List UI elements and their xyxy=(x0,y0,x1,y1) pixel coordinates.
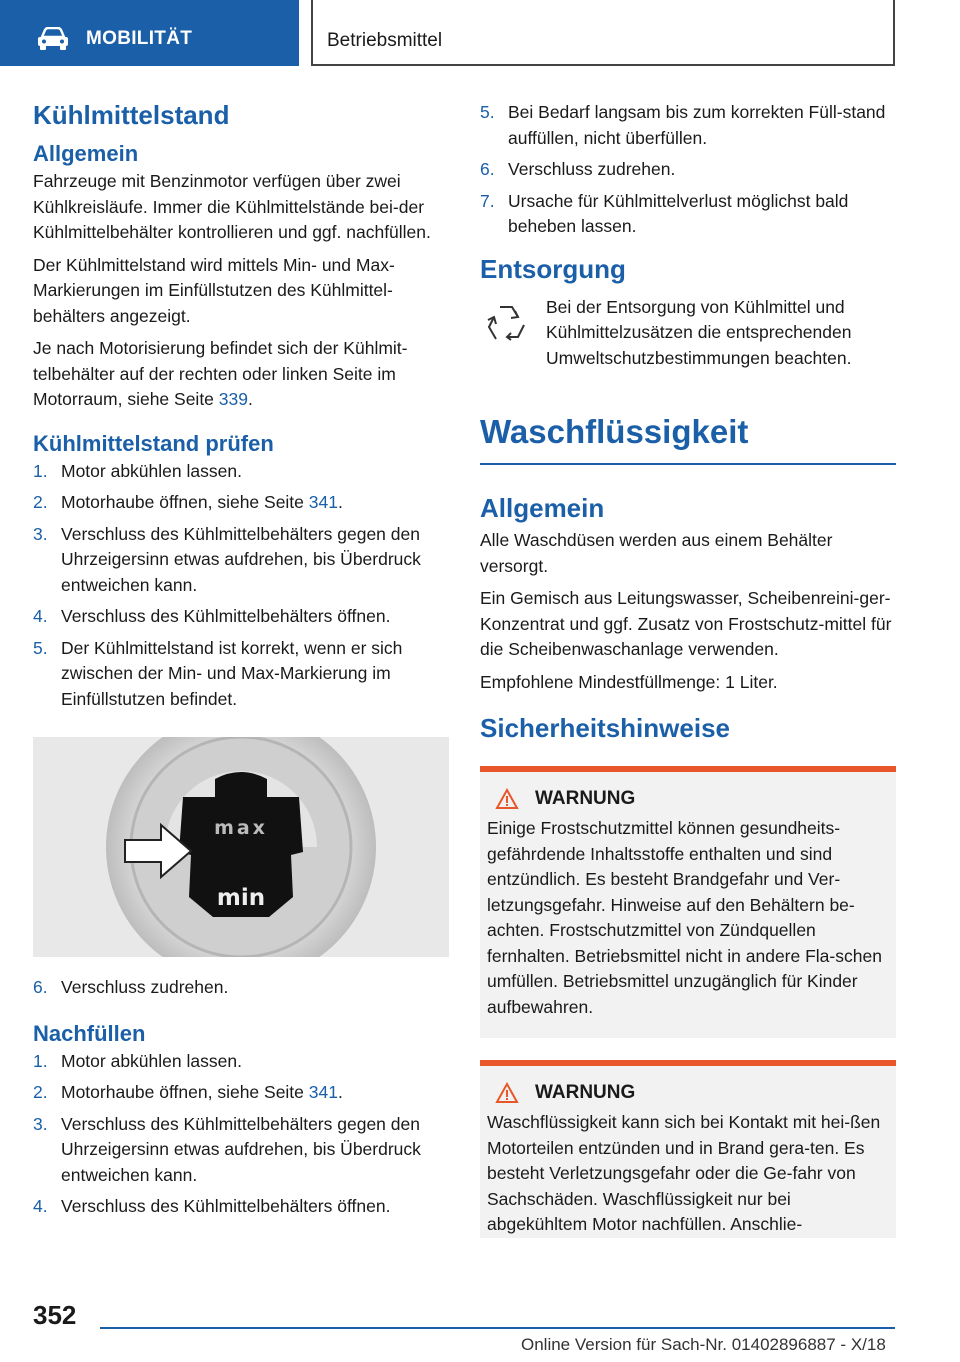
warning-label: WARNUNG xyxy=(535,1082,636,1103)
sicherheit-heading: Sicherheitshinweise xyxy=(480,713,730,743)
section-title: Waschflüssigkeit xyxy=(480,413,896,465)
nachfuellen-steps xyxy=(33,1049,449,1220)
warning-text: Einige Frostschutzmittel können gesundheits-gefährdende Inhaltsstoffe enthalten und sind entzündlich. Es besteht Brandgefahr und Ver-letzungsgefahr. Hinweise auf den Behältern be-achten. Frostschutzmittel von Zündquellen fernhalten. Betriebsmittel nicht in andere Fla-schen umfüllen. Betriebsmittel unzugänglich für Kinder aufbewahren. xyxy=(487,818,882,1017)
car-icon xyxy=(36,27,70,51)
list-item: 3. Verschluss des Kühlmittelbehälters gegen den Uhrzeigersinn etwas aufdrehen, bis Überdruck entweichen kann. xyxy=(33,523,421,595)
section-label: MOBILITÄT xyxy=(86,28,193,49)
list-item: 4. Verschluss des Kühlmittelbehälters öffnen. xyxy=(33,1196,391,1216)
chapter-label: Betriebsmittel xyxy=(327,30,443,51)
list-item: 6. Verschluss zudrehen. xyxy=(480,159,676,179)
pruefen-heading: Kühlmittelstand prüfen xyxy=(33,430,274,456)
allgemein-heading: Allgemein xyxy=(33,141,139,166)
list-item: 6. Verschluss zudrehen. xyxy=(33,977,229,997)
paragraph: Je nach Motorisierung befindet sich der Kühlmit-telbehälter auf der rechten oder linken Seite im Motorraum, siehe Seite 339. xyxy=(33,338,408,409)
left-column xyxy=(33,100,449,1226)
disposal-note xyxy=(480,295,896,372)
footer-divider xyxy=(100,1327,895,1329)
warning-label: WARNUNG xyxy=(535,788,636,809)
coolant-illustration xyxy=(33,737,449,957)
nachfuellen-steps-continued xyxy=(480,100,896,240)
warning-icon xyxy=(495,1082,519,1104)
pruefen-steps xyxy=(33,459,449,713)
warning-box xyxy=(480,766,896,1038)
footer-text: Online Version für Sach-Nr. 01402896887 - X/18 xyxy=(521,1335,886,1354)
paragraph: Alle Waschdüsen werden aus einem Behälter versorgt. xyxy=(480,530,833,576)
page-link[interactable]: 339 xyxy=(218,389,248,409)
right-column xyxy=(480,100,896,1238)
paragraph: Fahrzeuge mit Benzinmotor verfügen über zwei Kühlkreisläufe. Immer die Kühlmittelstände bei-der Kühlmittelbehälter kontrollieren und ggf. nachfüllen. xyxy=(33,171,431,242)
list-item: 2. Motorhaube öffnen, siehe Seite 341. xyxy=(33,492,343,512)
list-item: 4. Verschluss des Kühlmittelbehälters öffnen. xyxy=(33,606,391,626)
list-item: 7. Ursache für Kühlmittelverlust möglichst bald beheben lassen. xyxy=(480,190,849,236)
allgemein-heading: Allgemein xyxy=(480,493,605,523)
recycling-icon xyxy=(480,299,532,351)
pruefen-steps-continued xyxy=(33,975,449,1001)
entsorgung-heading: Entsorgung xyxy=(480,253,626,284)
page-link[interactable]: 341 xyxy=(308,492,338,512)
list-item: 2. Motorhaube öffnen, siehe Seite 341. xyxy=(33,1082,343,1102)
warning-box xyxy=(480,1060,896,1238)
disposal-text: Bei der Entsorgung von Kühlmittel und Kühlmittelzusätzen die entsprechenden Umweltschutzbestimmungen beachten. xyxy=(546,296,852,368)
list-item: 5. Der Kühlmittelstand ist korrekt, wenn er sich zwischen der Min- und Max-Markierung im Einfüllstutzen befindet. xyxy=(33,637,403,709)
paragraph: Empfohlene Mindestfüllmenge: 1 Liter. xyxy=(480,671,778,692)
min-label: min xyxy=(216,885,266,911)
list-item: 1. Motor abkühlen lassen. xyxy=(33,1050,242,1071)
list-item: 5. Bei Bedarf langsam bis zum korrekten Füll-stand auffüllen, nicht überfüllen. xyxy=(480,102,886,148)
paragraph: Ein Gemisch aus Leitungswasser, Scheibenreini-ger-Konzentrat und ggf. Zusatz von Frostschutz-mittel für die Scheibenwaschanlage verwenden. xyxy=(480,588,892,659)
page-number: 352 xyxy=(33,1300,77,1330)
section-tab[interactable] xyxy=(0,0,299,66)
page-link[interactable]: 341 xyxy=(308,1082,338,1102)
max-label: max xyxy=(214,817,268,839)
warning-icon xyxy=(495,788,519,810)
coolant-cap-figure xyxy=(33,737,449,957)
page-title: Kühlmittelstand xyxy=(33,100,230,130)
list-item: 1. Motor abkühlen lassen. xyxy=(33,460,242,481)
warning-text: Waschflüssigkeit kann sich bei Kontakt mit hei-ßen Motorteilen entzünden und in Brand gera-ten. Es besteht Verletzungsgefahr oder die Ge-fahr von Sachschäden. Waschflüssigkeit nur bei abgekühltem Motor nachfüllen. Anschlie- xyxy=(487,1112,881,1234)
paragraph: Der Kühlmittelstand wird mittels Min- und Max-Markierungen im Einfüllstutzen des Kühlmittel-behälters angezeigt. xyxy=(33,254,395,326)
list-item: 3. Verschluss des Kühlmittelbehälters gegen den Uhrzeigersinn etwas aufdrehen, bis Überdruck entweichen kann. xyxy=(33,1113,421,1185)
chapter-box[interactable] xyxy=(311,0,895,66)
nachfuellen-heading: Nachfüllen xyxy=(33,1020,146,1046)
